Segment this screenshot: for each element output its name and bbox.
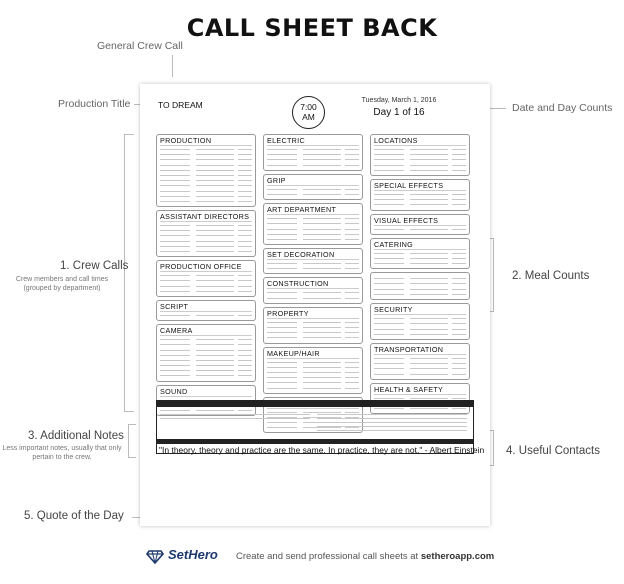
crew-row xyxy=(374,168,466,173)
department-box xyxy=(263,203,363,245)
meal-counts-label: 2. Meal Counts xyxy=(512,270,590,282)
department-box xyxy=(156,134,256,207)
meal-row xyxy=(374,292,466,297)
crew-calls-label: 1. Crew Calls xyxy=(60,260,129,272)
department-box xyxy=(263,307,363,344)
department-name: SCRIPT xyxy=(160,302,252,312)
footer-tagline xyxy=(236,551,494,562)
department-name: ART DEPARTMENT xyxy=(267,205,359,215)
crew-calls-sublabel: Crew members and call times (grouped by department) xyxy=(15,276,109,292)
quote-of-the-day-label: 5. Quote of the Day xyxy=(24,510,124,522)
crew-row xyxy=(160,313,252,318)
crew-row xyxy=(160,199,252,204)
general-call-clock xyxy=(292,96,325,129)
date-day-counts-label: Date and Day Counts xyxy=(512,102,613,114)
department-box xyxy=(370,179,470,211)
department-name: SOUND xyxy=(160,387,252,397)
footer-tagline-text: Create and send professional call sheets at xyxy=(236,551,419,562)
department-name: SPECIAL EFFECTS xyxy=(374,181,466,191)
department-box xyxy=(370,214,470,235)
department-name: MAKEUP/HAIR xyxy=(267,349,359,359)
crew-column-1 xyxy=(156,134,256,419)
department-box xyxy=(263,347,363,394)
department-name: GRIP xyxy=(267,176,359,186)
department-name: PROPERTY xyxy=(267,309,359,319)
additional-notes-bracket xyxy=(128,424,136,458)
footer-site-link[interactable]: setheroapp.com xyxy=(420,551,495,562)
additional-notes-sublabel: Less important notes, usually that only pertain to the crew. xyxy=(2,445,122,461)
meal-counts-box xyxy=(370,272,470,300)
department-box xyxy=(370,238,470,270)
department-name: HEALTH & SAFETY xyxy=(374,385,466,395)
department-box xyxy=(370,134,470,176)
department-box xyxy=(370,303,470,340)
general-call-time: 7:00 xyxy=(300,102,317,112)
page-title: CALL SHEET BACK xyxy=(186,14,438,42)
sethero-diamond-icon xyxy=(146,546,164,564)
department-box xyxy=(156,300,256,321)
department-name: PRODUCTION OFFICE xyxy=(160,262,252,272)
shoot-date: Tuesday, March 1, 2016 xyxy=(361,97,437,104)
quote-of-the-day: "In theory, theory and practice are the same. In practice, they are not." - Albert Einstein xyxy=(159,445,485,455)
notes-header-bar xyxy=(157,401,473,407)
department-box xyxy=(156,324,256,382)
crew-row xyxy=(267,386,359,391)
department-box xyxy=(156,260,256,297)
department-name: VISUAL EFFECTS xyxy=(374,216,466,226)
useful-contacts-area xyxy=(317,411,467,439)
crew-row xyxy=(267,163,359,168)
general-crew-call-connector xyxy=(172,55,173,77)
crew-column-3 xyxy=(370,134,470,417)
crew-row xyxy=(267,296,359,301)
additional-notes-area xyxy=(160,411,310,439)
quote-header-bar xyxy=(157,439,473,444)
crew-row xyxy=(374,261,466,266)
crew-row xyxy=(374,202,466,207)
production-title: TO DREAM xyxy=(158,100,203,110)
department-name: LOCATIONS xyxy=(374,136,466,146)
department-box xyxy=(263,174,363,200)
department-name: SET DECORATION xyxy=(267,250,359,260)
crew-row xyxy=(267,192,359,197)
general-crew-call-label: General Crew Call xyxy=(97,40,183,52)
department-box xyxy=(263,277,363,303)
notes-contacts-panel xyxy=(156,400,485,455)
brand-logo-text: SetHero xyxy=(168,547,218,562)
department-name: TRANSPORTATION xyxy=(374,345,466,355)
department-name: CATERING xyxy=(374,240,466,250)
crew-row xyxy=(374,372,466,377)
department-name: SECURITY xyxy=(374,305,466,315)
useful-contacts-label: 4. Useful Contacts xyxy=(506,445,600,457)
crew-row xyxy=(160,249,252,254)
crew-column-2 xyxy=(263,134,363,436)
department-name: ELECTRIC xyxy=(267,136,359,146)
call-sheet-page xyxy=(140,84,490,526)
department-box xyxy=(370,343,470,380)
production-title-label: Production Title xyxy=(58,98,131,110)
crew-row xyxy=(160,373,252,378)
crew-row xyxy=(267,237,359,242)
day-count: Day 1 of 16 xyxy=(373,107,425,118)
crew-row xyxy=(374,332,466,337)
additional-notes-label: 3. Additional Notes xyxy=(28,430,124,442)
department-box xyxy=(263,248,363,274)
crew-row xyxy=(160,289,252,294)
department-name: CAMERA xyxy=(160,326,252,336)
crew-calls-bracket xyxy=(124,134,134,412)
department-name: ASSISTANT DIRECTORS xyxy=(160,212,252,222)
crew-row xyxy=(267,266,359,271)
crew-row xyxy=(374,227,466,232)
department-box xyxy=(263,134,363,171)
footer xyxy=(0,544,624,574)
general-call-ampm: AM xyxy=(302,111,315,122)
department-name: CONSTRUCTION xyxy=(267,279,359,289)
department-box xyxy=(156,210,256,257)
department-name: PRODUCTION xyxy=(160,136,252,146)
crew-row xyxy=(267,335,359,340)
